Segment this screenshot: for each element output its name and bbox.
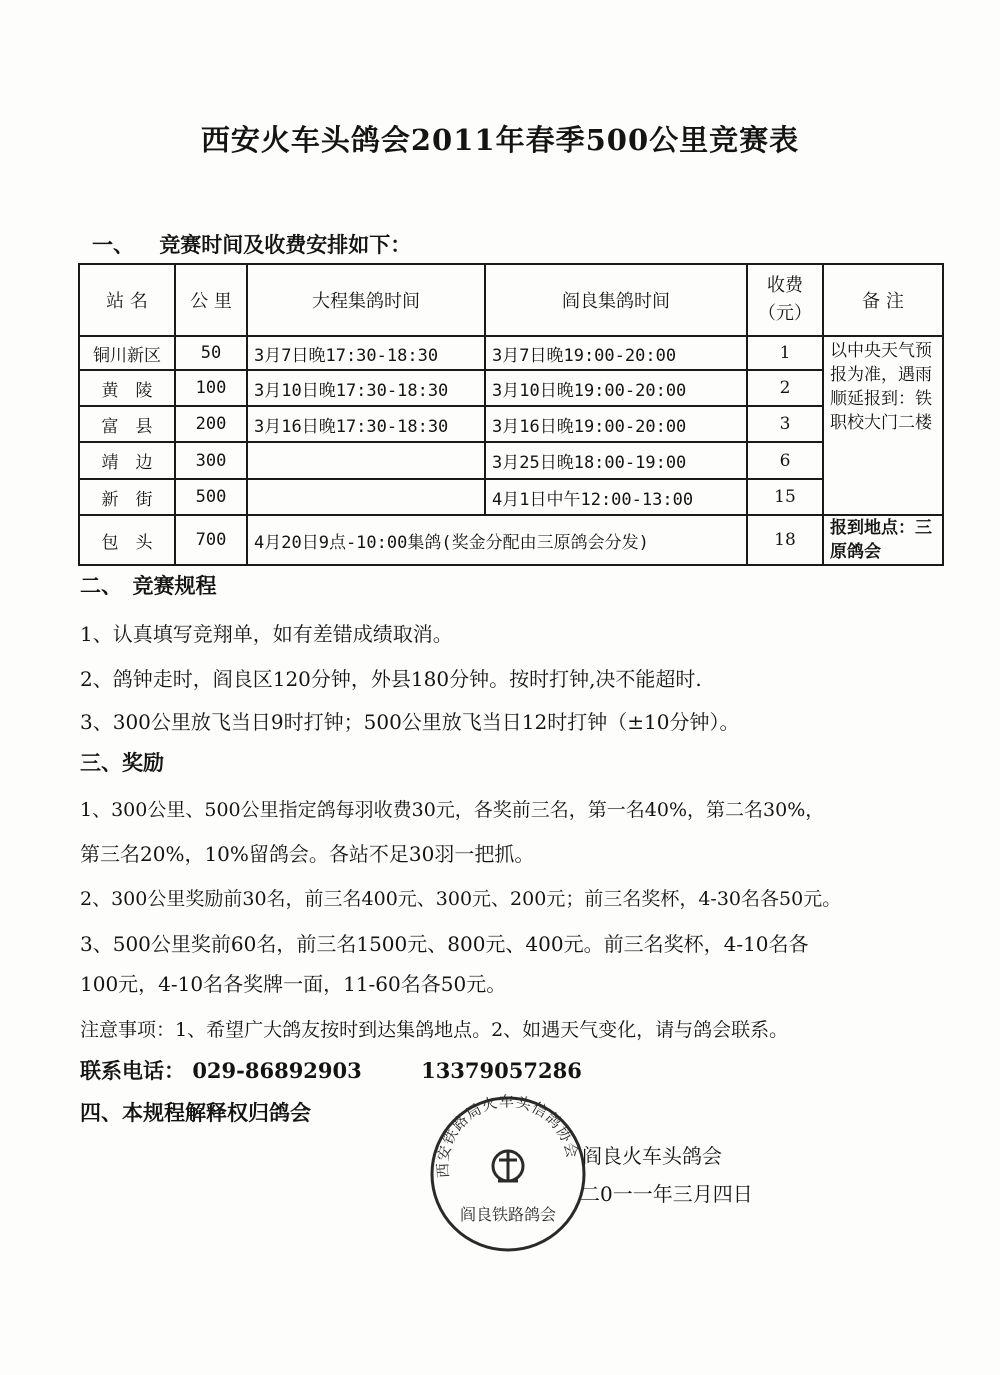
rule-item: 2、鸽钟走时，阎良区120分钟，外县180分钟。按时打钟,决不能超时. [80, 667, 702, 691]
table-row [79, 336, 943, 370]
cell-yanliang: 4月1日中午12:00-13:00 [485, 479, 747, 515]
cell-station: 靖 边 [79, 442, 175, 479]
rule-item: 3、300公里放飞当日9时打钟；500公里放飞当日12时打钟（±10分钟）。 [80, 710, 740, 734]
cell-dacheng [247, 479, 485, 515]
document-title: 西安火车头鸽会2011年春季500公里竞赛表 [200, 123, 800, 157]
cell-note-location: 报到地点：三原鸽会 [823, 515, 943, 565]
table-row [79, 370, 943, 406]
cell-yanliang: 3月16日晚19:00-20:00 [485, 406, 747, 442]
seal-outer-text: 西安铁路局火车头信鸽协会 [433, 1094, 582, 1179]
seal-inner-text: 阎良铁路鸽会 [459, 1205, 557, 1224]
section1-heading [92, 229, 411, 259]
cell-merged-schedule: 4月20日9点-10:00集鸽(奖金分配由三原鸽会分发) [247, 515, 747, 565]
cell-station: 新 街 [79, 479, 175, 515]
section1-text: 竞赛时间及收费安排如下： [159, 232, 412, 257]
cell-fee: 1 [747, 336, 823, 370]
header-fee: 收费 （元） [747, 264, 823, 336]
signature-org: 阎良火车头鸽会 [582, 1144, 722, 1168]
cell-km: 50 [175, 336, 247, 370]
cell-km: 500 [175, 479, 247, 515]
cell-fee: 6 [747, 442, 823, 479]
contact-line [80, 1055, 582, 1085]
cell-fee: 15 [747, 479, 823, 515]
notice-text: 注意事项：1、希望广大鸽友按时到达集鸽地点。2、如遇天气变化，请与鸽会联系。 [80, 1019, 789, 1041]
contact-phone2: 13379057286 [421, 1058, 582, 1083]
reward-line: 2、300公里奖励前30名，前三名400元、300元、200元；前三名奖杯，4-30名各50元。 [80, 888, 842, 910]
cell-dacheng: 3月7日晚17:30-18:30 [247, 336, 485, 370]
schedule-table [78, 263, 944, 566]
contact-label: 联系电话： [80, 1058, 185, 1083]
section1-number: 一、 [92, 232, 134, 257]
header-yanliang: 阎良集鸽时间 [485, 264, 747, 336]
cell-yanliang: 3月10日晚19:00-20:00 [485, 370, 747, 406]
table-header-row [79, 264, 943, 336]
cell-station: 铜川新区 [79, 336, 175, 370]
reward-line: 100元，4-10名各奖牌一面，11-60名各50元。 [80, 972, 507, 996]
cell-yanliang: 3月25日晚18:00-19:00 [485, 442, 747, 479]
table-row [79, 515, 943, 565]
cell-fee: 2 [747, 370, 823, 406]
cell-station: 富 县 [79, 406, 175, 442]
cell-km: 200 [175, 406, 247, 442]
table-row [79, 406, 943, 442]
cell-dacheng [247, 442, 485, 479]
header-note: 备 注 [823, 264, 943, 336]
cell-km: 100 [175, 370, 247, 406]
reward-line: 1、300公里、500公里指定鸽每羽收费30元，各奖前三名，第一名40%，第二名30%， [80, 799, 825, 821]
cell-km: 300 [175, 442, 247, 479]
section2-heading: 二、 竞赛规程 [80, 573, 217, 598]
railway-emblem-icon [493, 1151, 523, 1181]
cell-km: 700 [175, 515, 247, 565]
cell-dacheng: 3月16日晚17:30-18:30 [247, 406, 485, 442]
section3-heading: 三、奖励 [80, 750, 164, 775]
cell-station: 包 头 [79, 515, 175, 565]
rule-item: 1、认真填写竞翔单，如有差错成绩取消。 [80, 622, 453, 646]
reward-line: 3、500公里奖前60名，前三名1500元、800元、400元。前三名奖杯，4-10名各 [80, 932, 809, 956]
header-station: 站 名 [79, 264, 175, 336]
cell-dacheng: 3月10日晚17:30-18:30 [247, 370, 485, 406]
header-km: 公 里 [175, 264, 247, 336]
cell-note: 以中央天气预报为准，遇雨顺延报到：铁职校大门二楼 [823, 336, 943, 515]
cell-yanliang: 3月7日晚19:00-20:00 [485, 336, 747, 370]
signature-date: 二0一一年三月四日 [580, 1182, 753, 1206]
header-dacheng: 大程集鸽时间 [247, 264, 485, 336]
cell-station: 黄 陵 [79, 370, 175, 406]
table-row [79, 479, 943, 515]
section4-text: 四、本规程解释权归鸽会 [80, 1100, 311, 1125]
contact-phone1: 029-86892903 [192, 1058, 362, 1083]
cell-fee: 3 [747, 406, 823, 442]
table-row [79, 442, 943, 479]
reward-line: 第三名20%，10%留鸽会。各站不足30羽一把抓。 [80, 842, 535, 866]
cell-fee: 18 [747, 515, 823, 565]
official-seal [428, 1094, 588, 1258]
